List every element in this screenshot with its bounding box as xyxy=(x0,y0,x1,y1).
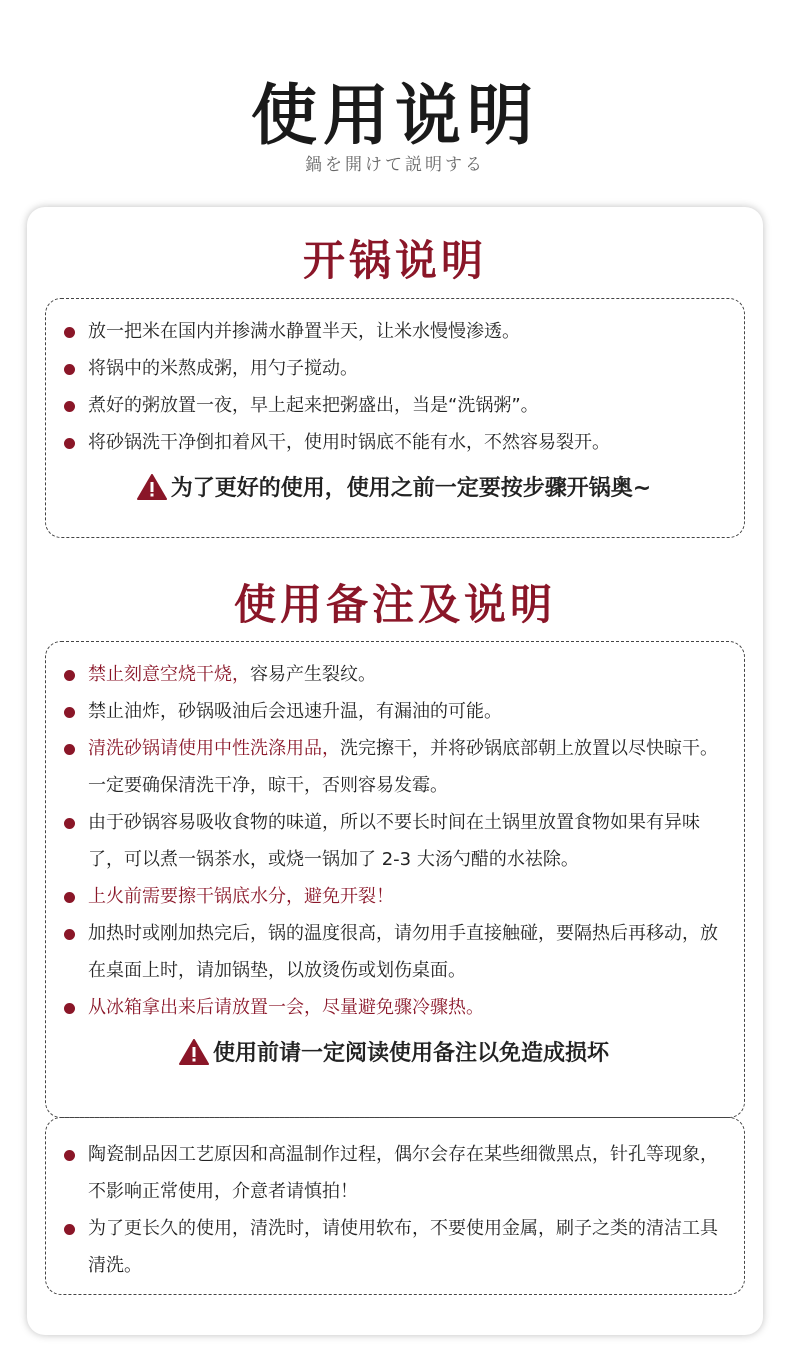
item-text: 加热时或刚加热完后，锅的温度很高，请勿用手直接触碰，要隔热后再移动，放在桌面上时，请加锅垫，以放烫伤或划伤桌面。 xyxy=(88,923,718,981)
item-text: 为了更长久的使用，清洗时，请使用软布，不要使用金属，刷子之类的清洁工具清洗。 xyxy=(88,1218,718,1276)
bullet-icon xyxy=(64,670,75,681)
usage-notes-box xyxy=(45,641,745,1118)
warning-icon xyxy=(179,1039,209,1065)
page-title: 使用说明 xyxy=(251,77,539,154)
page-subtitle: 鍋を開けて説明する xyxy=(305,155,485,175)
item-text: 陶瓷制品因工艺原因和高温制作过程，偶尔会存在某些细微黑点，针孔等现象，不影响正常使用，介意者请慎拍！ xyxy=(88,1144,718,1202)
highlighted-text: 清洗砂锅请使用中性洗涤用品， xyxy=(88,738,340,759)
section-title-notes: 使用备注及说明 xyxy=(233,580,556,629)
item-text: 将锅中的米熬成粥，用勺子搅动。 xyxy=(88,358,358,379)
bullet-icon xyxy=(64,1224,75,1235)
list-item xyxy=(64,989,724,1026)
bullet-icon xyxy=(64,707,75,718)
notes-warning xyxy=(64,1036,724,1067)
highlighted-text: 从冰箱拿出来后请放置一会，尽量避免骤冷骤热。 xyxy=(88,997,484,1018)
warning-text: 使用前请一定阅读使用备注以免造成损坏 xyxy=(212,1041,609,1066)
bullet-icon xyxy=(64,929,75,940)
bullet-icon xyxy=(64,1150,75,1161)
usage-notes-list xyxy=(64,656,724,1026)
opening-steps-list xyxy=(64,313,724,461)
bullet-icon xyxy=(64,744,75,755)
list-item xyxy=(64,693,724,730)
bullet-icon xyxy=(64,401,75,412)
bullet-icon xyxy=(64,818,75,829)
list-item xyxy=(64,313,724,350)
section-title-opening: 开锅说明 xyxy=(302,236,487,285)
opening-warning xyxy=(64,471,724,502)
item-text: 由于砂锅容易吸收食物的味道，所以不要长时间在土锅里放置食物如果有异味了，可以煮一锅茶水，或烧一锅加了 2-3 大汤勺醋的水祛除。 xyxy=(88,812,700,870)
item-text: 煮好的粥放置一夜，早上起来把粥盛出，当是“洗锅粥”。 xyxy=(88,395,539,416)
warning-icon xyxy=(137,474,167,500)
item-text: 容易产生裂纹。 xyxy=(250,664,376,685)
bullet-icon xyxy=(64,327,75,338)
bullet-icon xyxy=(64,892,75,903)
list-item xyxy=(64,915,724,989)
highlighted-text: 上火前需要擦干锅底水分，避免开裂！ xyxy=(88,886,394,907)
bullet-icon xyxy=(64,364,75,375)
list-item xyxy=(64,350,724,387)
item-text: 将砂锅洗干净倒扣着风干，使用时锅底不能有水，不然容易裂开。 xyxy=(88,432,610,453)
item-text: 禁止油炸，砂锅吸油后会迅速升温，有漏油的可能。 xyxy=(88,701,502,722)
list-item xyxy=(64,1136,724,1210)
list-item xyxy=(64,424,724,461)
list-item xyxy=(64,878,724,915)
disclaimer-list xyxy=(64,1136,724,1284)
list-item xyxy=(64,730,724,804)
disclaimer-box xyxy=(45,1117,745,1295)
list-item xyxy=(64,387,724,424)
list-item xyxy=(64,804,724,878)
item-text: 洗完擦干，并将砂锅底部朝上放置以尽快晾干。一定要确保清洗干净，晾干，否则容易发霉。 xyxy=(88,738,718,796)
bullet-icon xyxy=(64,1003,75,1014)
list-item xyxy=(64,1210,724,1284)
warning-text: 为了更好的使用，使用之前一定要按步骤开锅奥~ xyxy=(170,476,652,501)
list-item xyxy=(64,656,724,693)
item-text: 放一把米在国内并掺满水静置半天，让米水慢慢渗透。 xyxy=(88,321,520,342)
bullet-icon xyxy=(64,438,75,449)
opening-instructions-box xyxy=(45,298,745,538)
highlighted-text: 禁止刻意空烧干烧， xyxy=(88,664,250,685)
